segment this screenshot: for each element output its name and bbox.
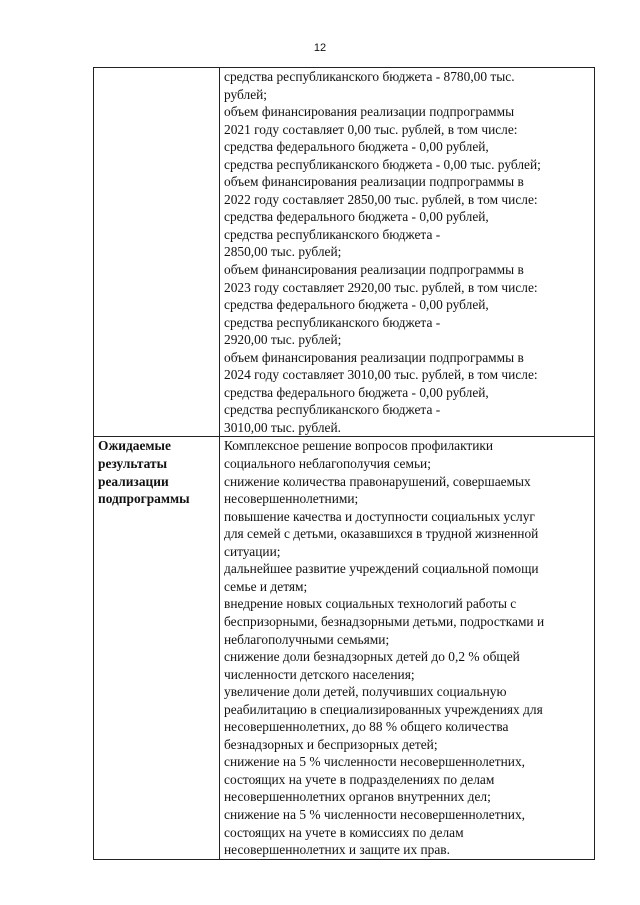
results-content-cell xyxy=(220,437,595,859)
financing-text-line: 2021 году составляет 0,00 тыс. рублей, в том числе: xyxy=(224,121,518,137)
financing-row xyxy=(94,68,595,437)
results-text-line: неблагополучными семьями; xyxy=(224,631,390,647)
financing-text-line: 2022 году составляет 2850,00 тыс. рублей, в том числе: xyxy=(224,191,538,207)
results-text-line: для семей с детьми, оказавшихся в трудной жизненной xyxy=(224,526,539,542)
results-text-line: снижение количества правонарушений, совершаемых xyxy=(224,473,531,489)
results-text-line: несовершеннолетних и защите их прав. xyxy=(224,842,450,858)
results-text-line: внедрение новых социальных технологий работы с xyxy=(224,596,517,612)
results-text-line: снижение на 5 % численности несовершеннолетних, xyxy=(224,806,525,822)
financing-text-line: рублей; xyxy=(224,86,268,102)
results-text-line: дальнейшее развитие учреждений социальной помощи xyxy=(224,561,539,577)
results-text-line: социального неблагополучия семьи; xyxy=(224,456,431,472)
financing-text-line: 2024 году составляет 3010,00 тыс. рублей, в том числе: xyxy=(224,367,538,383)
financing-text-line: средства республиканского бюджета - xyxy=(224,226,441,242)
results-row xyxy=(94,437,595,859)
financing-text-line: 2850,00 тыс. рублей; xyxy=(224,244,342,260)
financing-text-line: объем финансирования реализации подпрограммы в xyxy=(224,349,524,365)
financing-content-cell xyxy=(220,68,595,437)
results-text-line: несовершеннолетних, до 88 % общего количества xyxy=(224,719,509,735)
program-table xyxy=(93,67,595,860)
results-label-line: реализации xyxy=(98,473,169,489)
results-label-line: результаты xyxy=(98,456,168,472)
results-text-line: несовершеннолетних органов внутренних дел; xyxy=(224,789,491,805)
results-text-line: увеличение доли детей, получивших социальную xyxy=(224,684,507,700)
results-label-line: Ожидаемые xyxy=(98,438,171,454)
financing-text-line: объем финансирования реализации подпрограммы xyxy=(224,104,515,120)
financing-text-line: средства федерального бюджета - 0,00 рублей, xyxy=(224,209,489,225)
financing-text-line: средства федерального бюджета - 0,00 рублей, xyxy=(224,139,489,155)
results-text-line: безнадзорных и беспризорных детей; xyxy=(224,736,438,752)
financing-label-cell xyxy=(94,68,220,437)
results-text-line: снижение доли безнадзорных детей до 0,2 % общей xyxy=(224,649,520,665)
financing-text-line: средства республиканского бюджета - xyxy=(224,402,441,418)
results-text-line: Комплексное решение вопросов профилактики xyxy=(224,438,494,454)
financing-text-line: 2920,00 тыс. рублей; xyxy=(224,332,342,348)
results-text-line: несовершеннолетними; xyxy=(224,491,359,507)
results-text-line: численности детского населения; xyxy=(224,666,415,682)
financing-text-line: средства республиканского бюджета - xyxy=(224,314,441,330)
financing-text-line: объем финансирования реализации подпрограммы в xyxy=(224,174,524,190)
results-label-line: подпрограммы xyxy=(98,491,190,507)
financing-text-line: объем финансирования реализации подпрограммы в xyxy=(224,262,524,278)
results-text-line: реабилитацию в специализированных учреждениях для xyxy=(224,701,543,717)
results-text-line: семье и детям; xyxy=(224,578,308,594)
financing-text-line: средства республиканского бюджета - 0,00 тыс. рублей; xyxy=(224,156,541,172)
results-text-line: ситуации; xyxy=(224,543,281,559)
financing-text-line: 3010,00 тыс. рублей. xyxy=(224,419,342,435)
financing-text-line: средства федерального бюджета - 0,00 рублей, xyxy=(224,384,489,400)
financing-text-line: средства республиканского бюджета - 8780,00 тыс. xyxy=(224,69,515,84)
results-text-line: состоящих на учете в подразделениях по делам xyxy=(224,771,495,787)
results-text-line: повышение качества и доступности социальных услуг xyxy=(224,508,535,524)
page-number: 12 xyxy=(313,42,327,54)
financing-text-line: средства федерального бюджета - 0,00 рублей, xyxy=(224,297,489,313)
results-label-cell xyxy=(94,437,220,859)
financing-text-line: 2023 году составляет 2920,00 тыс. рублей, в том числе: xyxy=(224,279,538,295)
results-text-line: состоящих на учете в комиссиях по делам xyxy=(224,824,464,840)
results-text-line: беспризорными, безнадзорными детьми, подростками и xyxy=(224,613,545,629)
results-text-line: снижение на 5 % численности несовершеннолетних, xyxy=(224,754,525,770)
